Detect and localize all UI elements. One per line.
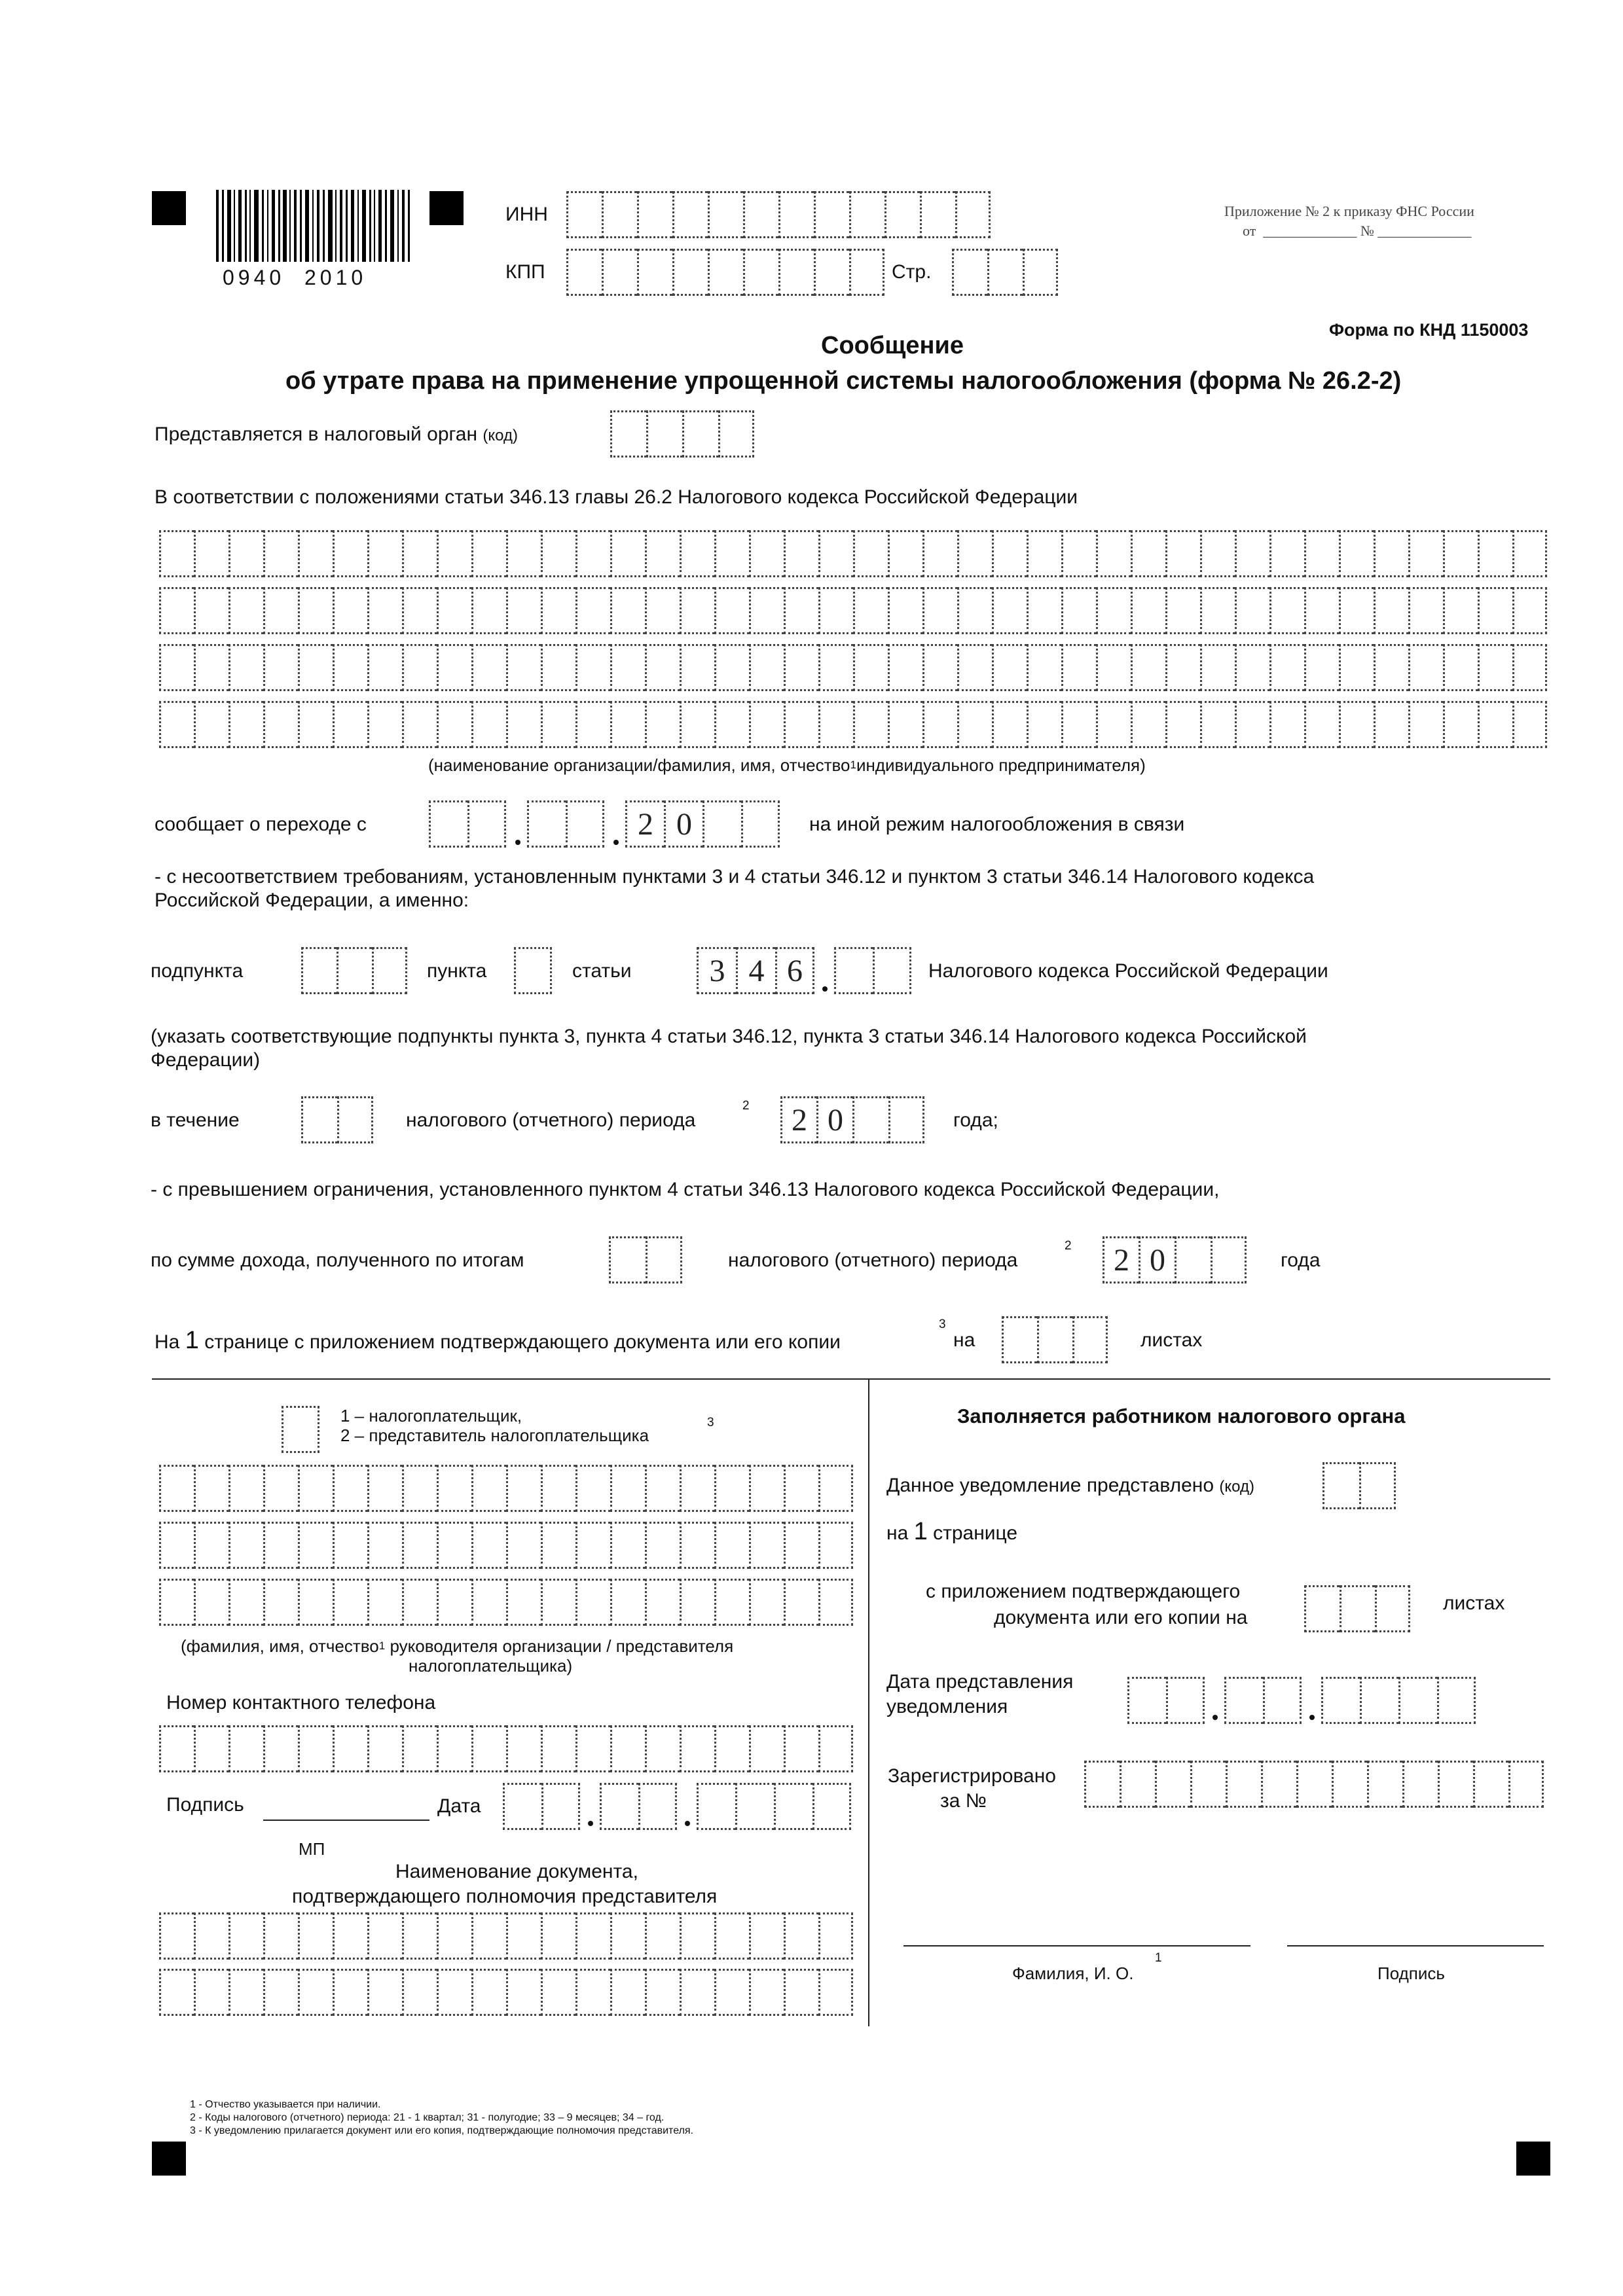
footnote-1: 1 - Отчество указывается при наличии. — [190, 2099, 381, 2110]
transition-suffix: на иной режим налогообложения в связи — [809, 814, 1185, 835]
tax-authority-code-field[interactable] — [610, 410, 754, 457]
signer-name-caption: (фамилия, имя, отчество$^1$ руководителя организации / представителя — [181, 1636, 734, 1656]
subclause-field[interactable] — [301, 947, 407, 994]
inn-label: ИНН — [505, 204, 548, 225]
attachment-label-1: с приложением подтверждающего — [926, 1581, 1241, 1602]
date-label: Дата — [437, 1795, 481, 1817]
signature-label: Подпись — [166, 1794, 244, 1816]
signer-name-row-1[interactable] — [159, 1465, 853, 1512]
page-label: Стр. — [892, 261, 932, 283]
pages-footnote-ref: 3 — [939, 1318, 946, 1331]
corner-mark-top-left — [152, 191, 186, 225]
registered-label-1: Зарегистрировано — [888, 1765, 1056, 1787]
tax-authority-label: Представляется в налоговый орган (код) — [155, 423, 518, 445]
inn-field[interactable] — [566, 191, 991, 238]
appendix-order-line: от _____________ № _____________ — [1243, 223, 1472, 239]
org-name-caption: (наименование организации/фамилия, имя, отчество$^1$индивидуального предпринимателя) — [428, 755, 1146, 775]
income-label: по сумме дохода, полученного по итогам — [151, 1249, 524, 1271]
signer-option-1: 1 – налогоплательщик, — [340, 1406, 522, 1426]
tax-office-heading: Заполняется работником налогового органа — [957, 1405, 1406, 1427]
signer-name-caption-2: налогоплательщика) — [409, 1656, 573, 1676]
representative-doc-row-1[interactable] — [159, 1912, 853, 1960]
representative-doc-label-1: Наименование документа, — [395, 1861, 638, 1882]
form-code: Форма по КНД 1150003 — [1329, 320, 1529, 340]
submission-day-field[interactable] — [1127, 1677, 1205, 1724]
noncompliance-text-line1: - с несоответствием требованиям, установленным пунктами 3 и 4 статьи 346.12 и пунктом 3 статьи 346.14 Налогового кодекса — [155, 866, 1315, 888]
date-separator-dot — [685, 1821, 690, 1826]
representative-doc-label-2: подтверждающего полномочия представителя — [292, 1886, 718, 1907]
income-period-code-field[interactable] — [609, 1236, 682, 1283]
panel-divider — [868, 1378, 869, 2026]
period-year-field[interactable]: 2 0 — [780, 1096, 924, 1143]
form-subtitle: об утрате права на применение упрощенной системы налогообложения (форма № 26.2-2) — [285, 367, 1402, 395]
org-name-row-3[interactable] — [159, 644, 1547, 691]
transition-year-field[interactable]: 2 0 — [625, 800, 780, 848]
representative-doc-row-2[interactable] — [159, 1969, 853, 2016]
pages-text: На 1 странице с приложением подтверждающего документа или его копии — [155, 1327, 841, 1354]
page-number-field[interactable] — [952, 249, 1058, 296]
income-year-field[interactable]: 2 0 — [1103, 1236, 1247, 1283]
sign-day-field[interactable] — [503, 1783, 580, 1830]
tax-code-name: Налогового кодекса Российской Федерации — [928, 960, 1328, 982]
officer-name-label: Фамилия, И. О. — [1012, 1964, 1134, 1983]
submission-date-label-1: Дата представления — [886, 1671, 1074, 1693]
officer-signature-line[interactable] — [1287, 1945, 1544, 1946]
office-sheets-field[interactable] — [1304, 1585, 1410, 1632]
office-sheets-label: листах — [1443, 1592, 1505, 1614]
pages-on: на — [953, 1329, 976, 1351]
period-footnote-ref: 2 — [742, 1099, 750, 1113]
org-name-row-1[interactable] — [159, 530, 1547, 577]
submission-month-field[interactable] — [1224, 1677, 1302, 1724]
section-divider — [152, 1378, 1550, 1380]
officer-name-line[interactable] — [903, 1945, 1250, 1946]
date-separator-dot — [1309, 1715, 1315, 1720]
transition-label: сообщает о переходе с — [155, 814, 367, 835]
sign-month-field[interactable] — [600, 1783, 677, 1830]
org-name-row-2[interactable] — [159, 587, 1547, 634]
during-label: в течение — [151, 1109, 240, 1131]
kpp-field[interactable] — [566, 249, 884, 296]
signer-name-row-2[interactable] — [159, 1522, 853, 1569]
year-word-2: года — [1281, 1249, 1321, 1271]
corner-mark-bottom-right — [1516, 2142, 1550, 2176]
date-separator-dot — [515, 840, 520, 845]
footnote-2: 2 - Коды налогового (отчетного) периода: 21 - 1 квартал; 31 - полугодие; 33 – 9 месяцев; 34 – год. — [190, 2112, 665, 2123]
submission-year-field[interactable] — [1321, 1677, 1476, 1724]
submitted-label: Данное уведомление представлено (код) — [886, 1475, 1254, 1496]
phone-field[interactable] — [159, 1725, 853, 1772]
article-suffix-field[interactable] — [834, 947, 911, 994]
transition-day-field[interactable] — [429, 800, 506, 848]
clause-field[interactable] — [514, 947, 552, 994]
date-separator-dot — [1213, 1715, 1218, 1720]
transition-month-field[interactable] — [527, 800, 604, 848]
article-number-field[interactable]: 3 4 6 — [697, 947, 814, 994]
footnote-3: 3 - К уведомлению прилагается документ или его копия, подтверждающие полномочия представителя. — [190, 2125, 694, 2136]
registration-number-field[interactable] — [1084, 1761, 1544, 1808]
attachment-label-2: документа или его копии на — [994, 1607, 1248, 1628]
article-label: статьи — [572, 960, 632, 982]
period-footnote-ref-2: 2 — [1065, 1239, 1072, 1253]
org-name-row-4[interactable] — [159, 701, 1547, 748]
signer-option-2: 2 – представитель налогоплательщика — [340, 1426, 649, 1445]
date-separator-dot — [613, 840, 619, 845]
sign-year-field[interactable] — [697, 1783, 851, 1830]
specify-text-line1: (указать соответствующие подпункты пункта 3, пункта 4 статьи 346.12, пункта 3 статьи 346.14 Налогового кодекса Российской — [151, 1026, 1307, 1047]
officer-signature-label: Подпись — [1377, 1964, 1445, 1983]
barcode — [216, 190, 412, 265]
stamp-label: МП — [299, 1839, 325, 1859]
corner-mark-bottom-left — [152, 2142, 186, 2176]
signer-type-field[interactable] — [282, 1406, 319, 1453]
attachment-sheets-field[interactable] — [1002, 1316, 1108, 1363]
date-separator-dot — [588, 1821, 593, 1826]
period-label-2: налогового (отчетного) периода — [728, 1249, 1018, 1271]
article-separator-dot — [822, 986, 828, 992]
form-title: Сообщение — [821, 332, 964, 359]
submission-method-code-field[interactable] — [1322, 1462, 1396, 1509]
barcode-number: 0940 2010 — [223, 266, 367, 289]
period-label: налогового (отчетного) периода — [406, 1109, 696, 1131]
specify-text-line2: Федерации) — [151, 1049, 261, 1071]
subclause-label: подпункта — [151, 960, 244, 982]
excess-text: - с превышением ограничения, установленного пунктом 4 статьи 346.13 Налогового кодекса Российской Федерации, — [151, 1179, 1220, 1200]
year-word: года; — [953, 1109, 998, 1131]
signer-footnote-ref: 3 — [707, 1416, 714, 1429]
during-period-code-field[interactable] — [301, 1096, 373, 1143]
kpp-label: КПП — [505, 261, 545, 283]
clause-label: пункта — [427, 960, 487, 982]
legal-basis-text: В соответствии с положениями статьи 346.13 главы 26.2 Налогового кодекса Российской Федерации — [155, 486, 1078, 508]
sheets-label: листах — [1140, 1329, 1203, 1351]
submission-date-label-2: уведомления — [886, 1696, 1008, 1717]
page-count-text: на 1 странице — [886, 1518, 1018, 1545]
signer-name-row-3[interactable] — [159, 1579, 853, 1626]
registered-label-2: за № — [940, 1790, 987, 1812]
signature-line[interactable] — [263, 1820, 429, 1821]
corner-mark-top-center — [429, 191, 464, 225]
officer-name-footnote-ref: 1 — [1155, 1951, 1162, 1965]
noncompliance-text-line2: Российской Федерации, а именно: — [155, 889, 469, 911]
phone-label: Номер контактного телефона — [166, 1692, 436, 1713]
appendix-reference: Приложение № 2 к приказу ФНС России — [1224, 203, 1474, 219]
